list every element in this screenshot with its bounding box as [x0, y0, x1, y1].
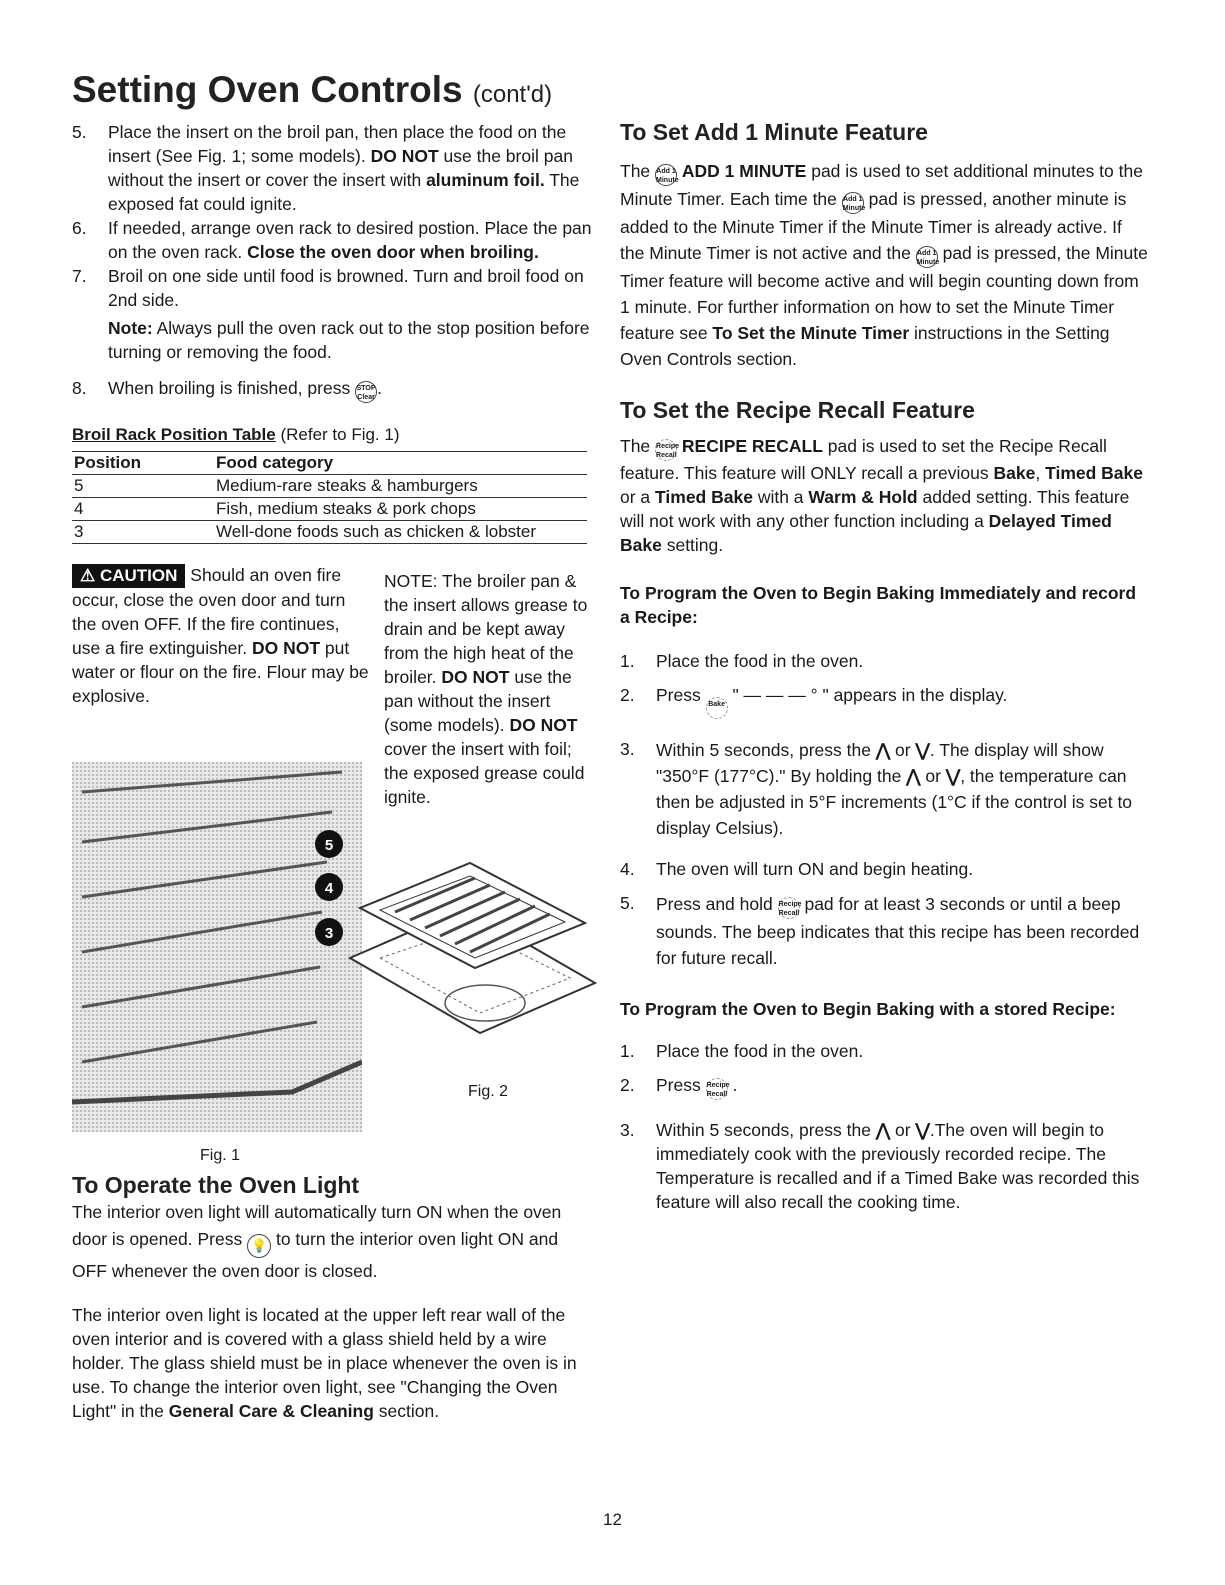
fig-2-label: Fig. 2	[468, 1083, 509, 1100]
recipe-recall-pad-icon: Recipe Recall	[706, 1078, 728, 1100]
oven-light-paragraph-2: The interior oven light is located at the upper left rear wall of the oven interior and is covered with a glass shield held by a wire holder. The glass shield must be in place whenever the oven is in use. To change the interior oven light, see "Changing the Oven Light" in the General Care & Cleaning section.	[72, 1305, 577, 1421]
up-arrow-icon: ⋀	[906, 766, 921, 786]
right-column	[620, 118, 1150, 1214]
left-column	[72, 120, 597, 544]
oven-rack-illustration	[72, 762, 362, 1132]
program-stored-heading: To Program the Oven to Begin Baking with a stored Recipe:	[620, 999, 1116, 1019]
prog2-step-1: 1. Place the food in the oven.	[620, 1041, 864, 1061]
table-header-row: Position Food category	[72, 452, 587, 475]
stop-clear-pad-icon: STOP Clear	[355, 381, 377, 403]
up-arrow-icon: ⋀	[875, 740, 891, 760]
svg-text:5: 5	[324, 837, 334, 854]
svg-text:3: 3	[324, 925, 334, 942]
step-7: 7. Broil on one side until food is browned. Turn and broil food on 2nd side.	[72, 266, 584, 310]
broiler-pan-note: NOTE: The broiler pan & the insert allows grease to drain and be kept away from the high heat of the broiler. DO NOT use the pan without the insert (some models). DO NOT cover the insert with foil; the exposed grease could ignite.	[384, 571, 588, 807]
recipe-recall-pad-icon: Recipe Recall	[655, 439, 677, 461]
light-bulb-icon: 💡	[247, 1234, 271, 1258]
table-row: 5 Medium-rare steaks & hamburgers	[72, 475, 587, 498]
note-step-7: Note: Always pull the oven rack out to the stop position before turning or removing the food.	[108, 318, 590, 362]
table-row: 3 Well-done foods such as chicken & lobster	[72, 521, 587, 544]
down-arrow-icon: ⋁	[915, 740, 930, 760]
broil-table-title: Broil Rack Position Table (Refer to Fig. 1)	[72, 425, 400, 444]
table-row: 4 Fish, medium steaks & pork chops	[72, 498, 587, 521]
up-arrow-icon: ⋀	[875, 1120, 891, 1140]
rack-position-markers	[315, 830, 343, 946]
prog2-step-2: 2. Press Recipe Recall .	[620, 1075, 738, 1098]
caution-block: ⚠ CAUTION Should an oven fire occur, close the oven door and turn the oven OFF. If the fire continues, use a fire extinguisher. DO NOT put water or flour on the fire. Flour may be explosive.	[72, 565, 369, 706]
oven-light-paragraph-1: The interior oven light will automatically turn ON when the oven door is opened. Press 💡 to turn the interior oven light ON and OFF whenever the oven door is closed.	[72, 1202, 562, 1281]
prog1-step-5: 5. Press and hold Recipe Recall pad for at least 3 seconds or until a beep sounds. The beep indicates that this recipe has been recorded for future recall.	[620, 893, 1140, 968]
prog1-step-2: 2. Press Bake " — — — ° " appears in the display.	[620, 683, 1150, 719]
add-1-minute-paragraph: The Add 1 Minute ADD 1 MINUTE pad is used to set additional minutes to the Minute Timer. Each time the Add 1 Minute pad is pressed, another minute is added to the Minute Timer if the Minute Timer is already active. If the Minute Timer is not active and the Add 1 Minute pad is pressed, the Minute Timer feature will become active and will begin counting down from 1 minute. For further information on how to set the Minute Timer feature see To Set the Minute Timer instructions in the Setting Oven Controls section.	[620, 161, 1148, 369]
oven-light-section	[72, 1171, 597, 1423]
add-1-minute-pad-icon: Add 1 Minute	[842, 192, 864, 214]
step-8: 8. When broiling is finished, press STOP Clear .	[72, 378, 382, 401]
fig-1-label: Fig. 1	[200, 1147, 241, 1164]
recipe-recall-paragraph: The Recipe Recall RECIPE RECALL pad is used to set the Recipe Recall feature. This feature will ONLY recall a previous Bake, Timed Bake or a Timed Bake with a Warm & Hold added setting. This feature will not work with any other function including a Delayed Timed Bake setting.	[620, 436, 1144, 555]
caution-badge: ⚠ CAUTION	[72, 564, 185, 588]
prog2-step-3: 3. Within 5 seconds, press the ⋀ or ⋁.The oven will begin to immediately cook with the previously recorded recipe. The Temperature is recalled and if a Timed Bake was recorded this feature will also recall the cooking time.	[620, 1120, 1140, 1212]
add-1-minute-pad-icon: Add 1 Minute	[916, 246, 938, 268]
page-title: Setting Oven Controls (cont'd)	[72, 69, 553, 110]
prog1-step-1: 1. Place the food in the oven.	[620, 651, 864, 671]
bake-pad-icon: Bake	[706, 697, 728, 719]
down-arrow-icon: ⋁	[945, 766, 961, 786]
prog1-step-3: 3. Within 5 seconds, press the ⋀ or ⋁. The display will show "350°F (177°C)." By holding the ⋀ or ⋁, the temperature can then be adjusted in 5°F increments (1°C if the control is set to display Celsius).	[620, 739, 1133, 838]
down-arrow-icon: ⋁	[915, 1120, 930, 1140]
oven-light-heading: To Operate the Oven Light	[72, 1172, 360, 1198]
broil-pan-illustration	[340, 848, 600, 1048]
broil-rack-table	[72, 451, 587, 544]
step-5: 5. Place the insert on the broil pan, then place the food on the insert (See Fig. 1; some models). DO NOT use the broil pan without the insert or cover the insert with aluminum foil. The exposed fat could ignite.	[72, 122, 580, 214]
add-1-minute-pad-icon: Add 1 Minute	[655, 164, 677, 186]
prog1-step-4: 4. The oven will turn ON and begin heating.	[620, 859, 974, 879]
svg-text:4: 4	[324, 880, 334, 897]
program-record-heading: To Program the Oven to Begin Baking Immediately and record a Recipe:	[620, 583, 1137, 627]
recipe-recall-pad-icon: Recipe Recall	[778, 897, 800, 919]
add-1-minute-heading: To Set Add 1 Minute Feature	[620, 119, 928, 145]
page-number: 12	[603, 1510, 622, 1529]
recipe-recall-heading: To Set the Recipe Recall Feature	[620, 397, 975, 423]
step-6: 6. If needed, arrange oven rack to desired postion. Place the pan on the oven rack. Close the oven door when broiling.	[72, 218, 592, 262]
